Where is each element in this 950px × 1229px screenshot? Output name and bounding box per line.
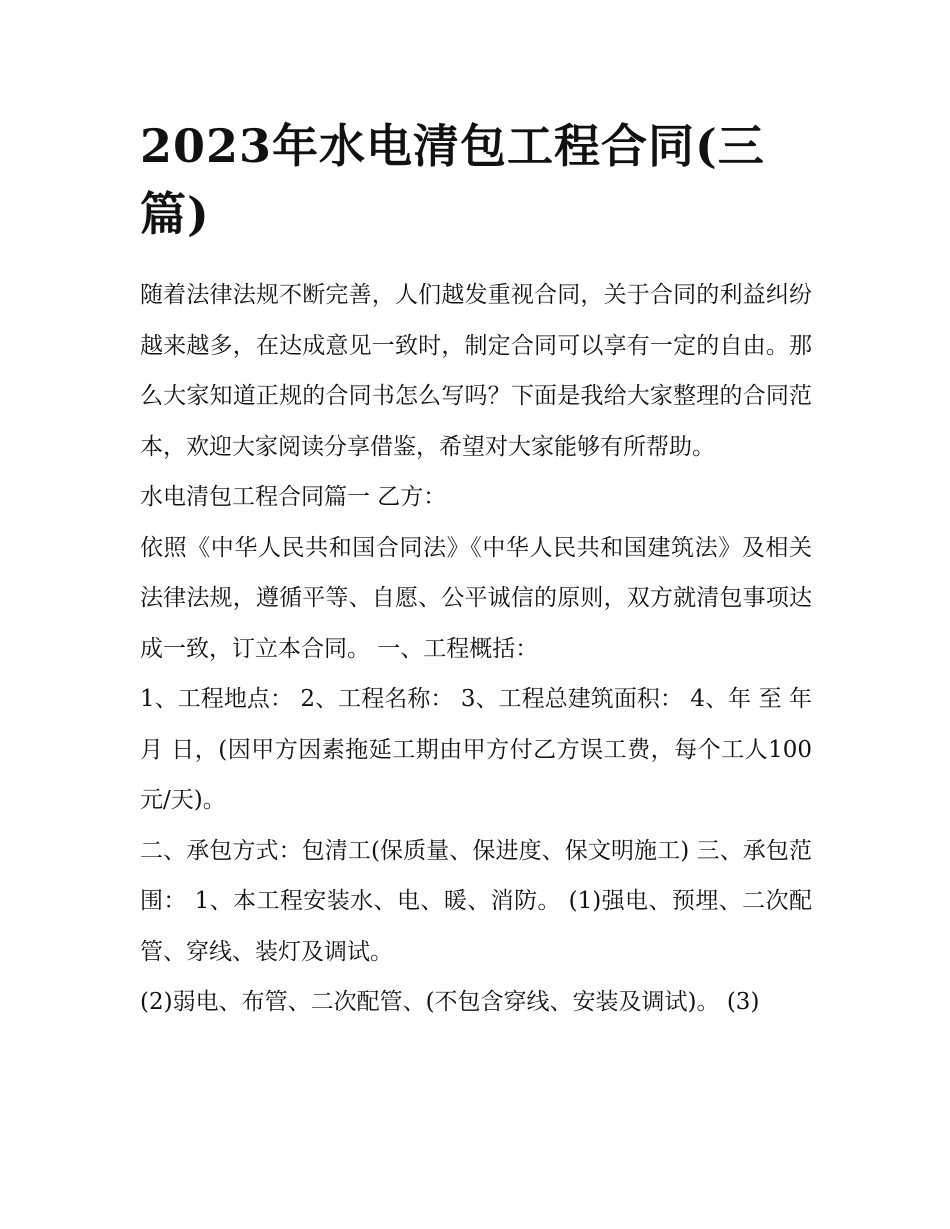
legal-basis-paragraph: 依照《中华人民共和国合同法》《中华人民共和国建筑法》及相关法律法规，遵循平等、自愿、公平诚信的原则，双方就清包事项达成一致，订立本合同。 一、工程概括： [140,534,812,662]
contract-one-heading: 水电清包工程合同篇一 乙方： [140,484,447,510]
project-overview-paragraph: 1、工程地点： 2、工程名称： 3、工程总建筑面积： 4、年 至 年 月 日，(因甲方因素拖延工期由甲方付乙方误工费，每个工人100元/天)。 [140,686,812,813]
document-title: 2023年水电清包工程合同(三篇) [140,119,765,241]
weak-current-paragraph: (2)弱电、布管、二次配管、(不包含穿线、安装及调试)。 (3) [140,989,760,1015]
document-page [140,112,812,1028]
intro-paragraph: 随着法律法规不断完善，人们越发重视合同，关于合同的利益纠纷越来越多，在达成意见一致时，制定合同可以享有一定的自由。那么大家知道正规的合同书怎么写吗？下面是我给大家整理的合同范本，欢迎大家阅读分享借鉴，希望对大家能够有所帮助。 [140,282,812,460]
contract-scope-paragraph: 二、承包方式：包清工(保质量、保进度、保文明施工) 三、承包范围： 1、本工程安装水、电、暖、消防。 (1)强电、预埋、二次配管、穿线、装灯及调试。 [140,837,812,965]
